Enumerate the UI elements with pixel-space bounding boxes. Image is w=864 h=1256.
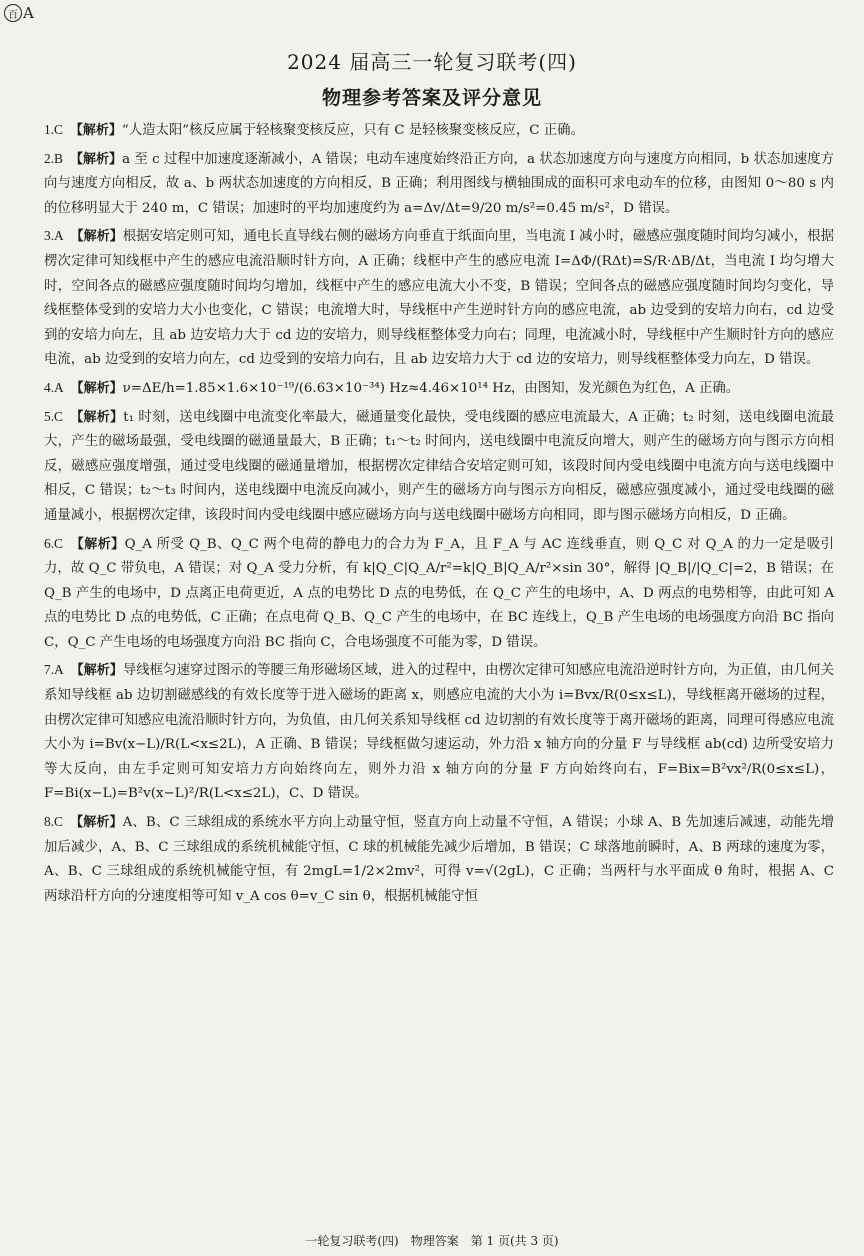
answer-item-3 bbox=[44, 224, 834, 373]
analysis-tag: 【解析】 bbox=[77, 229, 123, 245]
analysis-tag: 【解析】 bbox=[76, 409, 124, 425]
answer-text: ν=ΔE/h=1.85×1.6×10⁻¹⁹/(6.63×10⁻³⁴) Hz≈4.46×10¹⁴ Hz，由图知，发光颜色为红色，A 正确。 bbox=[122, 380, 740, 396]
answer-text: t₁ 时刻，送电线圈中电流变化率最大，磁通量变化最快，受电线圈的感应电流最大，A 正确；t₂ 时刻，送电线圈电流最大，产生的磁场最强，受电线圈的磁通量最大，B 正确；t₁～t₂ 时间内，送电线圈中电流反向增大，则产生的磁场方向与图示方向相反，磁感应强度增强，通过受电线圈的磁通量增加，根据楞次定律结合安培定则可知，该段时间内受电线圈中电流方向与送电线圈中相反，C 错误；t₂～t₃ 时间内，送电线圈中电流反向减小，则产生的磁场方向与图示方向相反，磁感应强度减小，通过受电线圈的磁通量减小，根据楞次定律，该段时间内受电线圈中感应磁场方向与送电线圈中磁场方向相同，即与图示磁场方向相反，D 正确。 bbox=[44, 409, 835, 523]
answer-text: A、B、C 三球组成的系统水平方向上动量守恒，竖直方向上动量不守恒，A 错误；小球 A、B 先加速后减速，动能先增加后减少，A、B、C 三球组成的系统机械能守恒，C 球的机械能先减少后增加，B 错误；C 球落地前瞬时，A、B 两球的速度为零，A、B、C 三球组成的系统机械能守恒，有 2mgL=1/2×2mv²，可得 v=√(2gL)，C 正确；当两杆与水平面成 θ 角时，根据 A、C 两球沿杆方向的分速度相等可知 v_A cos θ=v_C sin θ，根据机械能守恒 bbox=[44, 815, 834, 904]
answer-item-5 bbox=[44, 405, 834, 529]
answer-text: 根据安培定则可知，通电长直导线右侧的磁场方向垂直于纸面向里，当电流 I 减小时，磁感应强度随时间均匀减小，根据楞次定律可知线框中产生的感应电流沿顺时针方向，A 正确；线框中产生的感应电流 I=ΔΦ/(RΔt)=S/R·ΔB/Δt，当电流 I 均匀增大时，空间各点的磁感应强度随时间均匀增加，线框中产生的感应电流大小不变，B 错误；空间各点的磁感应强度随时间均匀变化，导线框整体受到的安培力大小也变化，C 错误；电流增大时，导线框中产生逆时针方向的感应电流，ab 边受到的安培力向右，cd 边受到的安培力向左，且 ab 边安培力大于 cd 边的安培力，则导线框整体受力向右；同理，电流减小时，导线框中产生顺时针方向的感应电流，ab 边受到的安培力向左，cd 边受到的安培力向右，且 ab 边安培力大于 cd 边的安培力，则导线框整体受力向左，D 错误。 bbox=[44, 229, 834, 368]
circle-char: 百 bbox=[4, 4, 22, 22]
page-title: 2024 届高三一轮复习联考(四) bbox=[287, 50, 577, 74]
answer-text: Q_A 所受 Q_B、Q_C 两个电荷的静电力的合力为 F_A，且 F_A 与 AC 连线垂直，则 Q_C 对 Q_A 的力一定是吸引力，故 Q_C 带负电，A 错误；对 Q_A 受力分析，有 k|Q_C|Q_A/r²=k|Q_B|Q_A/r²×sin 30°，解得 |Q_B|/|Q_C|=2，B 错误；在 Q_B 产生的电场中，D 点离正电荷更近，A 点的电势比 D 点的电势低，在 Q_C 产生的电场中，A、D 两点的电势相等，由此可知 A 点的电势比 D 点的电势低，C 正确；在点电荷 Q_B、Q_C 产生的电场中，在 BC 连线上，Q_B 产生电场的电场强度方向沿 BC 指向 C，Q_C 产生电场的电场强度方向沿 BC 指向 C，合电场强度不可能为零，D 错误。 bbox=[44, 536, 834, 650]
answer-item-4 bbox=[44, 376, 834, 402]
page-subtitle: 物理参考答案及评分意见 bbox=[321, 87, 542, 109]
answer-number: 2.B bbox=[44, 150, 63, 166]
answer-item-7 bbox=[44, 658, 834, 807]
analysis-tag: 【解析】 bbox=[77, 380, 123, 396]
analysis-tag: 【解析】 bbox=[77, 536, 125, 552]
analysis-tag: 【解析】 bbox=[76, 151, 123, 167]
answer-number: 1.C bbox=[44, 122, 63, 137]
answer-text: “人造太阳”核反应属于轻核聚变核反应，只有 C 是轻核聚变核反应，C 正确。 bbox=[121, 123, 584, 138]
answer-number: 7.A bbox=[44, 662, 64, 678]
answer-item-6 bbox=[44, 532, 834, 656]
answer-item-2 bbox=[44, 147, 834, 222]
analysis-tag: 【解析】 bbox=[76, 123, 122, 138]
analysis-tag: 【解析】 bbox=[76, 815, 123, 831]
page-footer: 一轮复习联考(四) 物理答案 第 1 页(共 3 页) bbox=[305, 1234, 559, 1248]
corner-letter: A bbox=[23, 4, 34, 22]
analysis-tag: 【解析】 bbox=[77, 663, 123, 679]
answer-number: 8.C bbox=[44, 814, 63, 830]
answer-number: 5.C bbox=[44, 408, 63, 424]
answer-item-8 bbox=[44, 810, 834, 909]
answer-text: a 至 c 过程中加速度逐渐减小，A 错误；电动车速度始终沿正方向，a 状态加速度方向与速度方向相同，b 状态加速度方向与速度方向相反，故 a、b 两状态加速度的方向相反，B 正确；利用图线与横轴围成的面积可求电动车的位移，由图知 0～80 s 内的位移明显大于 240 m，C 错误；加速时的平均加速度约为 a=Δv/Δt=9/20 m/s²=0.45 m/s²，D 错误。 bbox=[44, 151, 834, 216]
answer-list bbox=[44, 118, 834, 912]
answer-number: 3.A bbox=[44, 228, 64, 244]
answer-number: 4.A bbox=[44, 379, 64, 395]
answer-number: 6.C bbox=[44, 535, 63, 551]
answer-text: 导线框匀速穿过图示的等腰三角形磁场区域，进入的过程中，由楞次定律可知感应电流沿逆时针方向，为正值，由几何关系知导线框 ab 边切割磁感线的有效长度等于进入磁场的距离 x，则感应电流的大小为 i=Bvx/R(0≤x≤L)，导线框离开磁场的过程，由楞次定律可知感应电流沿顺时针方向，为负值，由几何关系知导线框 cd 边切割的有效长度等于离开磁场的距离，同理可得感应电流大小为 i=Bv(x−L)/R(L<x≤2L)，A 正确、B 错误；导线框做匀速运动，外力沿 x 轴方向的分量 F 与导线框 ab(cd) 边所受安培力等大反向，由左手定则可知安培力方向始终向左，则外力沿 x 轴方向的分量 F 方向始终向右，F=Bix=B²vx²/R(0≤x≤L)，F=Bi(x−L)=B²v(x−L)²/R(L<x≤2L)，C、D 错误。 bbox=[44, 663, 834, 802]
corner-mark bbox=[4, 4, 34, 22]
answer-item-1 bbox=[44, 118, 834, 144]
